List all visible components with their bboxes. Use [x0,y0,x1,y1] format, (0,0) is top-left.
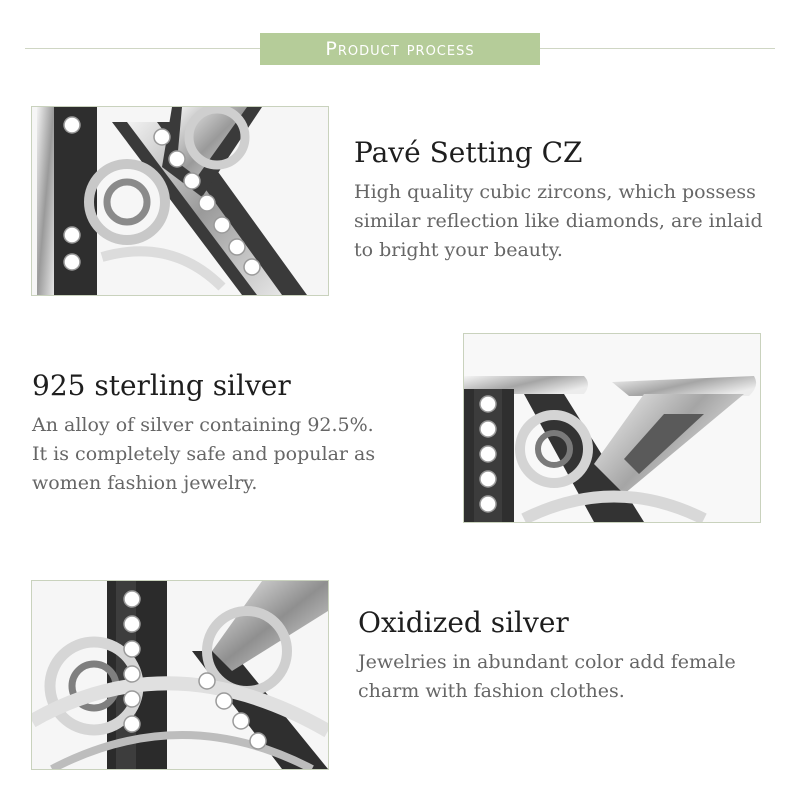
feature-title: 925 sterling silver [32,369,291,402]
header-rule-left [25,48,260,49]
feature-description-line: It is completely safe and popular as [32,443,376,465]
feature-sterling-silver [32,369,432,498]
feature-description-line: to bright your beauty. [354,239,563,261]
feature-description-line: High quality cubic zircons, which possess [354,181,756,203]
feature-description-line: Jewelries in abundant color add female [358,651,736,673]
section-banner: Product process [260,33,540,65]
product-photo-pave-setting [31,106,329,296]
feature-description [32,411,432,498]
feature-description [358,648,778,706]
feature-description-line: charm with fashion clothes. [358,680,625,702]
feature-description-line: similar reflection like diamonds, are inlaid [354,210,763,232]
feature-description-line: women fashion jewelry. [32,472,258,494]
feature-title: Oxidized silver [358,606,569,639]
feature-title: Pavé Setting CZ [354,136,583,169]
feature-oxidized-silver [358,606,778,706]
feature-description-line: An alloy of silver containing 92.5%. [32,414,374,436]
feature-pave-setting [354,136,774,265]
feature-description [354,178,774,265]
header-rule-right [540,48,775,49]
product-photo-sterling-silver [463,333,761,523]
product-photo-oxidized-silver [31,580,329,770]
